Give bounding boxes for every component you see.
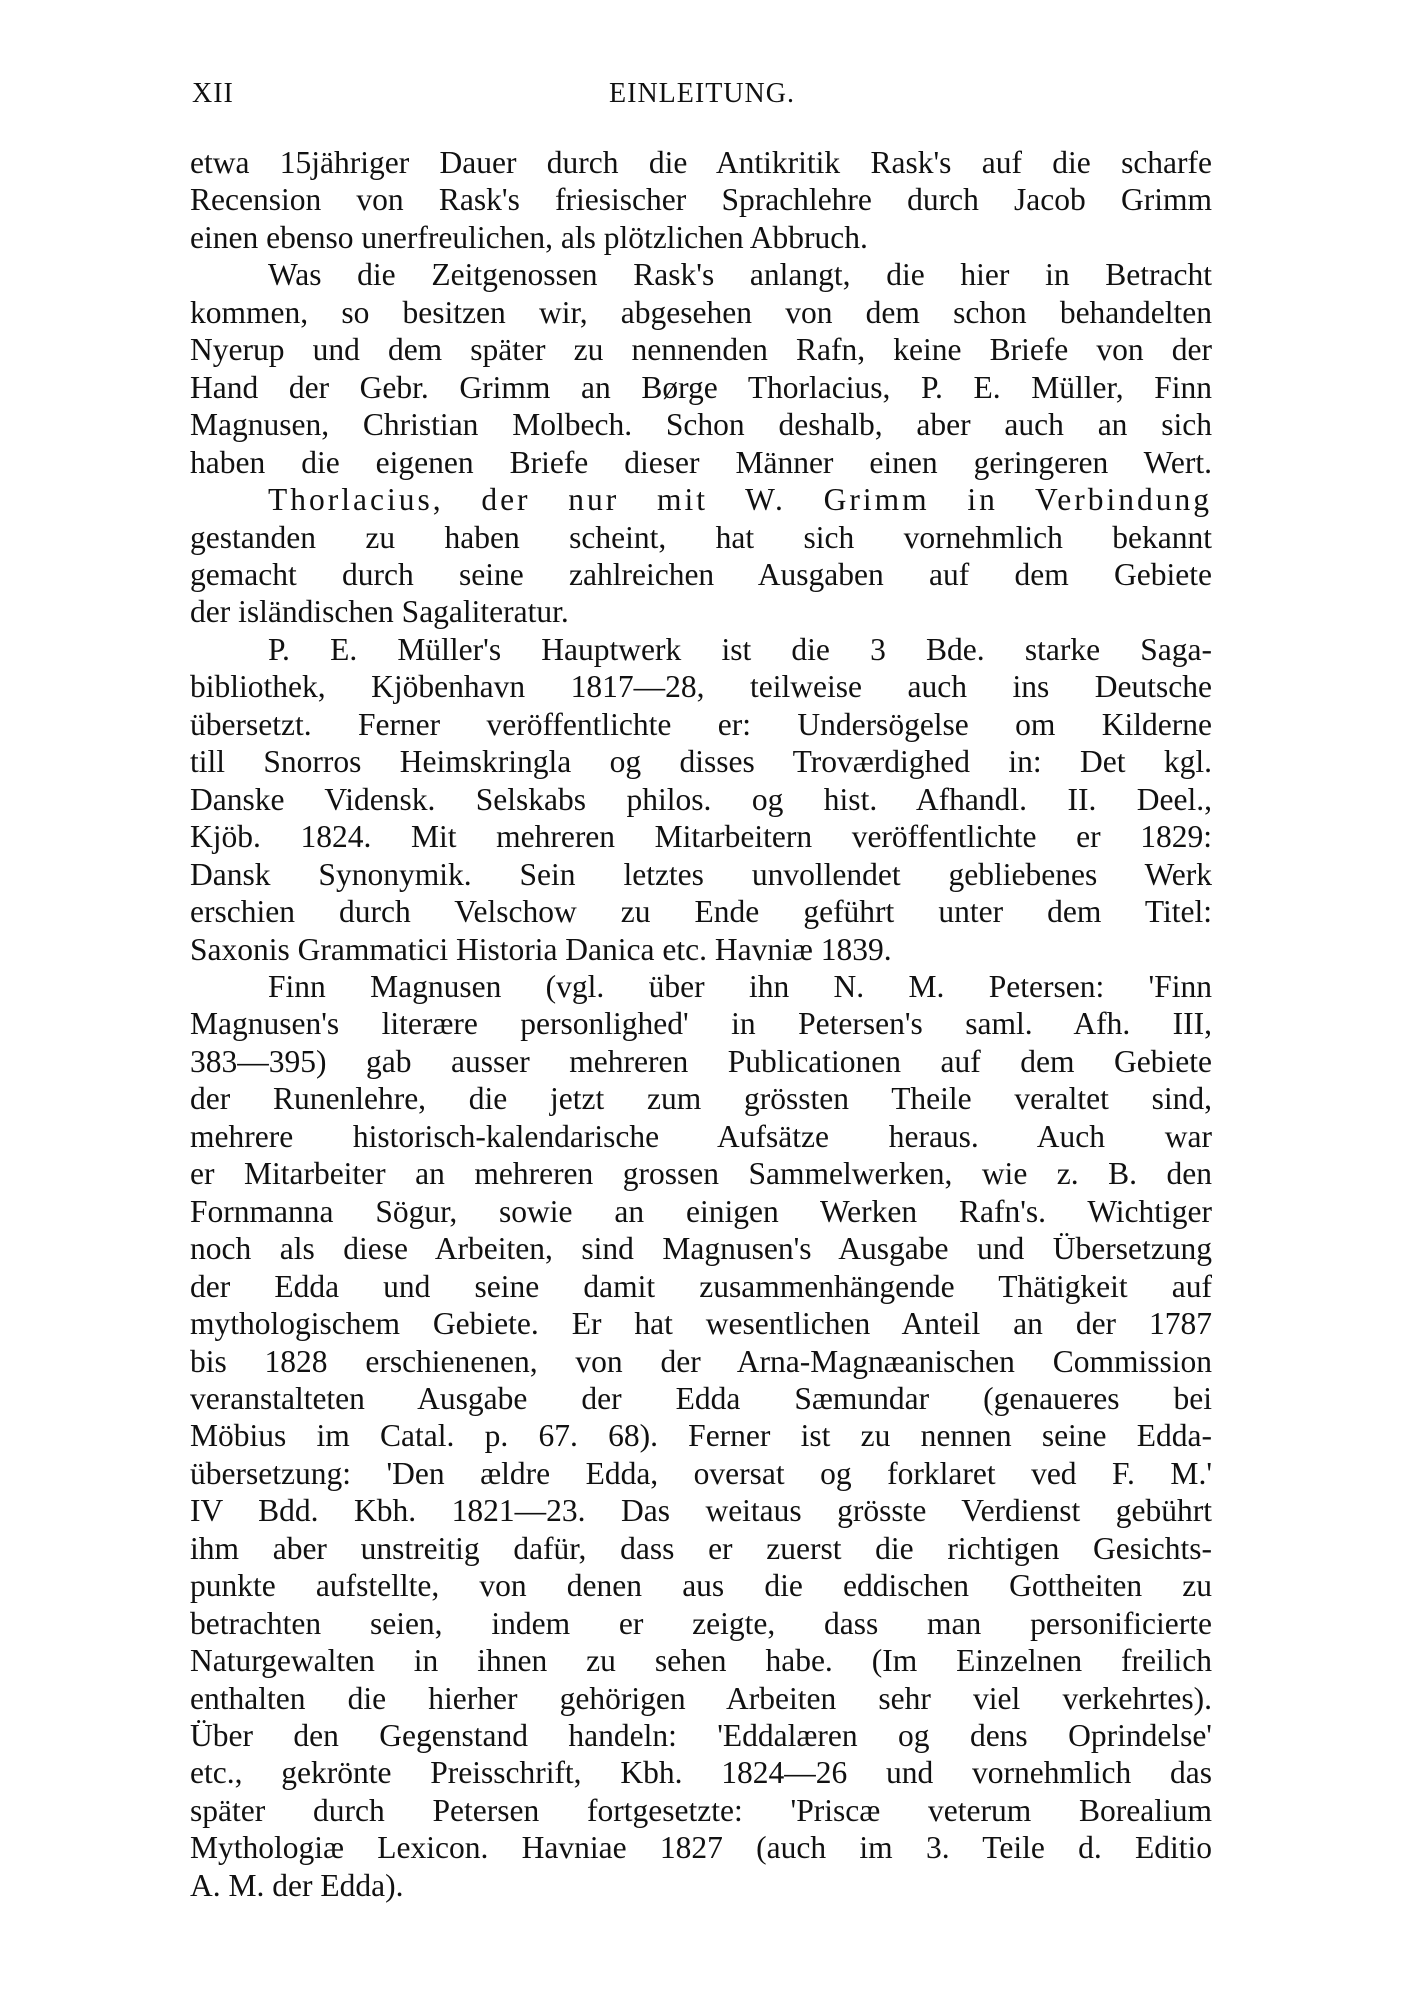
text-line: übersetzt. Ferner veröffentlichte er: Undersögelse om Kilderne: [190, 706, 1212, 742]
text-line: Saxonis Grammatici Historia Danica etc. Havniæ 1839.: [190, 931, 892, 967]
text-line: der Edda und seine damit zusammenhängende Thätigkeit auf: [190, 1268, 1212, 1304]
text-line: Naturgewalten in ihnen zu sehen habe. (Im Einzelnen freilich: [190, 1643, 1212, 1679]
text-line: der isländischen Sagaliteratur.: [190, 594, 569, 630]
body-text: [190, 144, 1212, 1904]
text-line: gestanden zu haben scheint, hat sich vornehmlich bekannt: [190, 519, 1212, 555]
text-line: etwa 15jähriger Dauer durch die Antikritik Rask's auf die scharfe: [190, 145, 1212, 180]
text-line: noch als diese Arbeiten, sind Magnusen's Ausgabe und Übersetzung: [190, 1231, 1212, 1267]
text-line: einen ebenso unerfreulichen, als plötzlichen Abbruch.: [190, 219, 868, 255]
text-line: 383—395) gab ausser mehreren Publicationen auf dem Gebiete: [190, 1043, 1212, 1079]
text-line: kommen, so besitzen wir, abgesehen von dem schon behandelten: [190, 294, 1212, 330]
text-line: bibliothek, Kjöbenhavn 1817—28, teilweise auch ins Deutsche: [190, 669, 1212, 705]
text-line: mythologischem Gebiete. Er hat wesentlichen Anteil an der 1787: [190, 1306, 1212, 1342]
text-line: Magnusen, Christian Molbech. Schon deshalb, aber auch an sich: [190, 407, 1212, 443]
text-line: Was die Zeitgenossen Rask's anlangt, die hier in Betracht: [268, 257, 1212, 293]
page-header: [192, 78, 1212, 118]
text-line: mehrere historisch-kalendarische Aufsätze heraus. Auch war: [190, 1118, 1212, 1154]
text-line: betrachten seien, indem er zeigte, dass man personificierte: [190, 1605, 1212, 1641]
text-line: IV Bdd. Kbh. 1821—23. Das weitaus grösste Verdienst gebührt: [190, 1493, 1212, 1529]
text-line: Hand der Gebr. Grimm an Børge Thorlacius, P. E. Müller, Finn: [190, 369, 1212, 405]
text-line: übersetzung: 'Den ældre Edda, oversat og forklaret ved F. M.': [190, 1455, 1212, 1491]
page-number: XII: [192, 78, 234, 109]
text-line: Fornmanna Sögur, sowie an einigen Werken Rafn's. Wichtiger: [190, 1193, 1212, 1229]
text-line: Thorlacius, der nur mit W. Grimm in Verbindung: [268, 482, 1212, 518]
text-line: Möbius im Catal. p. 67. 68). Ferner ist zu nennen seine Edda-: [190, 1418, 1212, 1454]
text-line: Danske Vidensk. Selskabs philos. og hist. Afhandl. II. Deel.,: [190, 781, 1212, 817]
text-line: Magnusen's literære personlighed' in Petersen's saml. Afh. III,: [190, 1006, 1212, 1042]
text-line: till Snorros Heimskringla og disses Troværdighed in: Det kgl.: [190, 744, 1212, 780]
running-title: EINLEITUNG.: [609, 78, 795, 109]
text-line: bis 1828 erschienenen, von der Arna-Magnæanischen Commission: [190, 1343, 1212, 1379]
text-line: Kjöb. 1824. Mit mehreren Mitarbeitern veröffentlichte er 1829:: [190, 819, 1212, 855]
text-line: Recension von Rask's friesischer Sprachlehre durch Jacob Grimm: [190, 182, 1212, 218]
text-line: später durch Petersen fortgesetzte: 'Priscæ veterum Borealium: [190, 1792, 1212, 1828]
text-line: P. E. Müller's Hauptwerk ist die 3 Bde. starke Saga-: [268, 631, 1212, 667]
text-line: etc., gekrönte Preisschrift, Kbh. 1824—26 und vornehmlich das: [190, 1755, 1212, 1791]
text-line: Finn Magnusen (vgl. über ihn N. M. Petersen: 'Finn: [268, 968, 1212, 1004]
text-line: Über den Gegenstand handeln: 'Eddalæren og dens Oprindelse': [190, 1718, 1212, 1754]
text-line: enthalten die hierher gehörigen Arbeiten sehr viel verkehrtes).: [190, 1680, 1212, 1716]
text-line: ihm aber unstreitig dafür, dass er zuerst die richtigen Gesichts-: [190, 1530, 1212, 1566]
text-line: erschien durch Velschow zu Ende geführt unter dem Titel:: [190, 894, 1212, 930]
text-line: veranstalteten Ausgabe der Edda Sæmundar (genaueres bei: [190, 1380, 1212, 1416]
text-line: Nyerup und dem später zu nennenden Rafn, keine Briefe von der: [190, 332, 1212, 368]
text-line: punkte aufstellte, von denen aus die eddischen Gottheiten zu: [190, 1568, 1212, 1604]
text-line: er Mitarbeiter an mehreren grossen Sammelwerken, wie z. B. den: [190, 1156, 1212, 1192]
text-line: A. M. der Edda).: [190, 1867, 404, 1903]
text-line: Mythologiæ Lexicon. Havniae 1827 (auch im 3. Teile d. Editio: [190, 1830, 1212, 1866]
text-line: gemacht durch seine zahlreichen Ausgaben auf dem Gebiete: [190, 556, 1212, 592]
text-line: Dansk Synonymik. Sein letztes unvollendet gebliebenes Werk: [190, 856, 1212, 892]
text-line: der Runenlehre, die jetzt zum grössten Theile veraltet sind,: [190, 1081, 1212, 1117]
text-line: haben die eigenen Briefe dieser Männer einen geringeren Wert.: [190, 444, 1212, 480]
